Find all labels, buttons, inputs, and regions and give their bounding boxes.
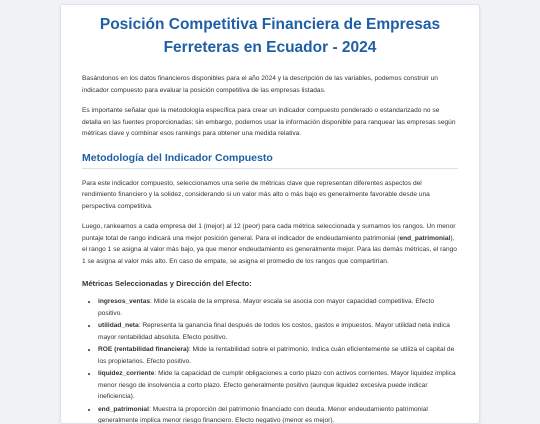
intro-paragraph-1: Basándonos en los datos financieros disponibles para el año 2024 y la descripción de las variables, podemos construir un indicador compuesto para evaluar la posición competitiva de las empresas listadas.: [82, 73, 458, 96]
page-title: Posición Competitiva Financiera de Empresas Ferreteras en Ecuador - 2024: [82, 13, 458, 59]
metric-name: liquidez_corriente: [98, 370, 154, 377]
metric-desc: : Mide la rentabilidad sobre el patrimonio. Indica cuán eficientemente se utiliza el capital de los propietarios. Efecto positivo.: [98, 346, 454, 365]
method-text-part2: ), el rango 1 se asigna al valor más bajo, ya que menor endeudamiento es generalmente mejor. Para las demás métricas, el rango 1 se asigna al valor más alto. En caso de empate, se asigna el promedio de los rangos que compartirían.: [82, 235, 457, 265]
section-heading-methodology: Metodología del Indicador Compuesto: [82, 152, 458, 169]
method-term-end-patrimonial: end_patrimonial: [399, 235, 450, 242]
metric-desc: : Mide la capacidad de cumplir obligaciones a corto plazo con activos corrientes. Mayor liquidez implica menor riesgo de insolvencia a corto plazo. Efecto generalmente positivo (aunque liquidez excesiva puede indicar ineficiencia).: [98, 370, 456, 400]
subsection-heading-metrics: Métricas Seleccionadas y Dirección del Efecto:: [82, 279, 458, 288]
metric-desc: : Representa la ganancia final después de todos los costos, gastos e impuestos. Mayor utilidad neta indica mayor rentabilidad absoluta. Efecto positivo.: [98, 322, 450, 341]
metric-name: ingresos_ventas: [98, 298, 150, 305]
metric-item-liquidez-corriente: [98, 368, 458, 403]
metric-name: utilidad_neta: [98, 322, 139, 329]
metric-desc: : Mide la escala de la empresa. Mayor escala se asocia con mayor capacidad competitiva. Efecto positivo.: [98, 298, 434, 317]
document-card: [60, 4, 480, 424]
metric-item-end-patrimonial: [98, 404, 458, 424]
metric-item-roe: [98, 344, 458, 367]
metric-item-ingresos-ventas: [98, 296, 458, 319]
metric-desc: : Muestra la proporción del patrimonio financiado con deuda. Menor endeudamiento patrimonial generalmente implica menor riesgo financiero. Efecto negativo (menor es mejor).: [98, 406, 428, 424]
metric-item-utilidad-neta: [98, 320, 458, 343]
method-text-part1: Luego, rankeamos a cada empresa del 1 (mejor) al 12 (peor) para cada métrica seleccionada y sumamos los rangos. Un menor puntaje total de rango indicará una mejor posición general. Para el indicador de endeudamiento patrimonial (: [82, 223, 455, 242]
metric-name: ROE (rentabilidad financiera): [98, 346, 189, 353]
metric-name: end_patrimonial: [98, 406, 149, 413]
intro-paragraph-2: Es importante señalar que la metodología específica para crear un indicador compuesto ponderado o estandarizado no se detalla en las fuentes proporcionadas; sin embargo, podemos usar la información disponible para ranquear las empresas según métricas clave y combinar esos rankings para obtener una medida relativa.: [82, 105, 458, 140]
method-paragraph-2: [82, 221, 458, 267]
method-paragraph-1: Para este indicador compuesto, seleccionamos una serie de métricas clave que representan diferentes aspectos del rendimiento financiero y la solidez, considerando si un valor más alto o más bajo es generalmente favorable desde una perspectiva competitiva.: [82, 178, 458, 213]
